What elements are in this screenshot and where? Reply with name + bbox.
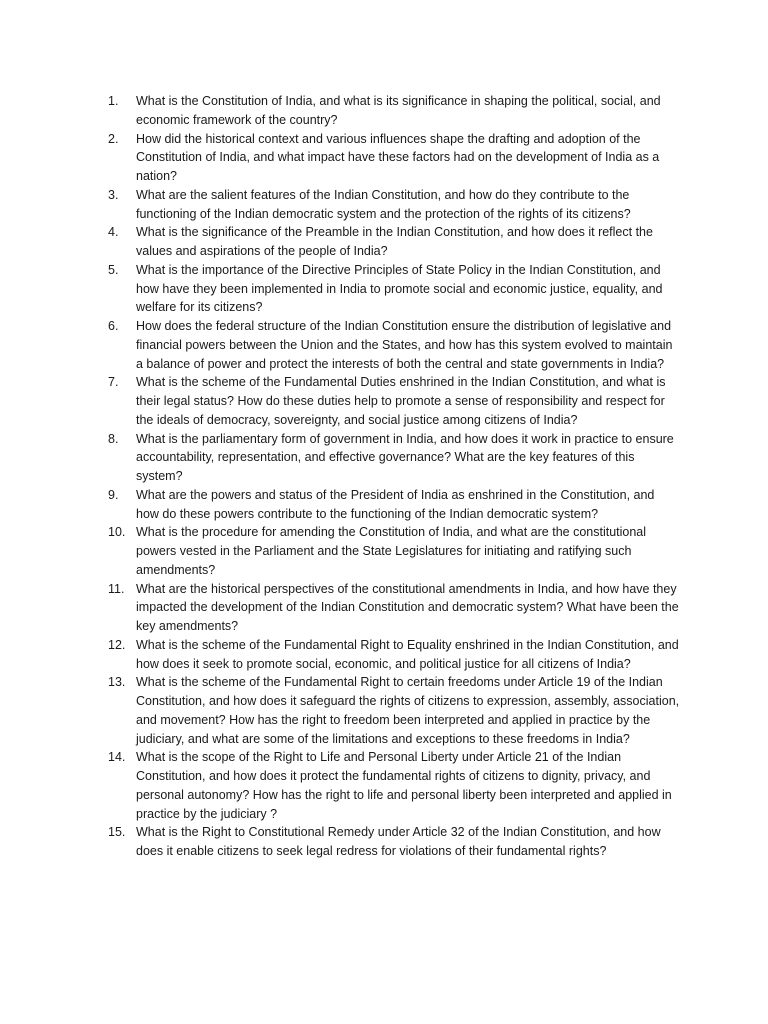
question-text: What is the scope of the Right to Life and Personal Liberty under Article 21 of the Indian Constitution, and how does it protect the fundamental rights of citizens to dignity, privacy, and personal autonomy? How has the right to life and personal liberty been interpreted and applied in practice by the judiciary ? xyxy=(136,750,672,821)
question-number: 1. xyxy=(108,94,119,108)
question-text: How did the historical context and various influences shape the drafting and adoption of the Constitution of India, and what impact have these factors had on the development of India as a nation? xyxy=(136,131,660,183)
question-text: What are the historical perspectives of the constitutional amendments in India, and how have they impacted the development of the Indian Constitution and democratic system? What have been the key amendments? xyxy=(136,581,679,633)
question-number: 3. xyxy=(108,187,119,202)
list-item xyxy=(108,580,680,636)
list-item xyxy=(108,261,680,317)
question-number: 12. xyxy=(108,637,126,652)
question-number: 9. xyxy=(108,487,119,502)
list-item xyxy=(108,223,680,261)
question-text: What is the parliamentary form of government in India, and how does it work in practice to ensure accountability, representation, and effective governance? What are the key features of this system? xyxy=(136,431,674,483)
question-number: 6. xyxy=(108,319,119,333)
list-item xyxy=(108,130,680,186)
list-item xyxy=(108,186,680,224)
question-text: What is the scheme of the Fundamental Right to certain freedoms under Article 19 of the Indian Constitution, and how does it safeguard the rights of citizens to expression, assembly, association, and movement? How has the right to freedom been interpreted and applied in practice by the judiciary, and what are some of the limitations and exceptions to these freedoms in India? xyxy=(136,675,680,746)
list-item xyxy=(108,486,680,524)
question-number: 15. xyxy=(108,825,126,840)
question-number: 5. xyxy=(108,262,119,277)
question-list xyxy=(108,92,680,861)
question-number: 4. xyxy=(108,225,119,240)
question-text: What is the scheme of the Fundamental Right to Equality enshrined in the Indian Constitution, and how does it seek to promote social, economic, and political justice for all citizens of India? xyxy=(136,637,679,671)
question-text: How does the federal structure of the Indian Constitution ensure the distribution of legislative and financial powers between the Union and the States, and how has this system evolved to maintain a balance of power and protect the interests of both the central and state governments in India? xyxy=(136,319,673,371)
question-number: 14. xyxy=(108,750,126,765)
list-item xyxy=(108,636,680,674)
question-number: 11. xyxy=(108,581,125,596)
question-number: 13. xyxy=(108,675,126,690)
question-text: What is the Right to Constitutional Remedy under Article 32 of the Indian Constitution, and how does it enable citizens to seek legal redress for violations of their fundamental rights? xyxy=(136,825,661,858)
question-number: 7. xyxy=(108,375,119,390)
list-item xyxy=(108,523,680,579)
list-item xyxy=(108,373,680,429)
question-text: What is the scheme of the Fundamental Duties enshrined in the Indian Constitution, and what is their legal status? How do these duties help to promote a sense of responsibility and respect for the ideals of democracy, sovereignty, and social justice among citizens of India? xyxy=(136,375,666,427)
question-number: 10. xyxy=(108,525,126,540)
list-item xyxy=(108,823,680,861)
list-item xyxy=(108,673,680,748)
question-text: What is the procedure for amending the Constitution of India, and what are the constitutional powers vested in the Parliament and the State Legislatures for initiating and ratifying such amendments? xyxy=(136,525,647,577)
question-text: What is the importance of the Directive Principles of State Policy in the Indian Constitution, and how have they been implemented in India to promote social and economic justice, equality, and welfare for its citizens? xyxy=(136,262,663,315)
question-text: What is the significance of the Preamble in the Indian Constitution, and how does it reflect the values and aspirations of the people of India? xyxy=(136,225,653,258)
list-item xyxy=(108,430,680,486)
question-number: 2. xyxy=(108,131,119,146)
question-text: What are the salient features of the Indian Constitution, and how do they contribute to the functioning of the Indian democratic system and the protection of the rights of its citizens? xyxy=(136,187,631,221)
question-text: What is the Constitution of India, and what is its significance in shaping the political, social, and economic framework of the country? xyxy=(136,94,661,127)
list-item xyxy=(108,317,680,373)
list-item xyxy=(108,92,680,130)
question-number: 8. xyxy=(108,431,119,446)
list-item xyxy=(108,748,680,823)
question-text: What are the powers and status of the President of India as enshrined in the Constitution, and how do these powers contribute to the functioning of the Indian democratic system? xyxy=(136,487,655,521)
